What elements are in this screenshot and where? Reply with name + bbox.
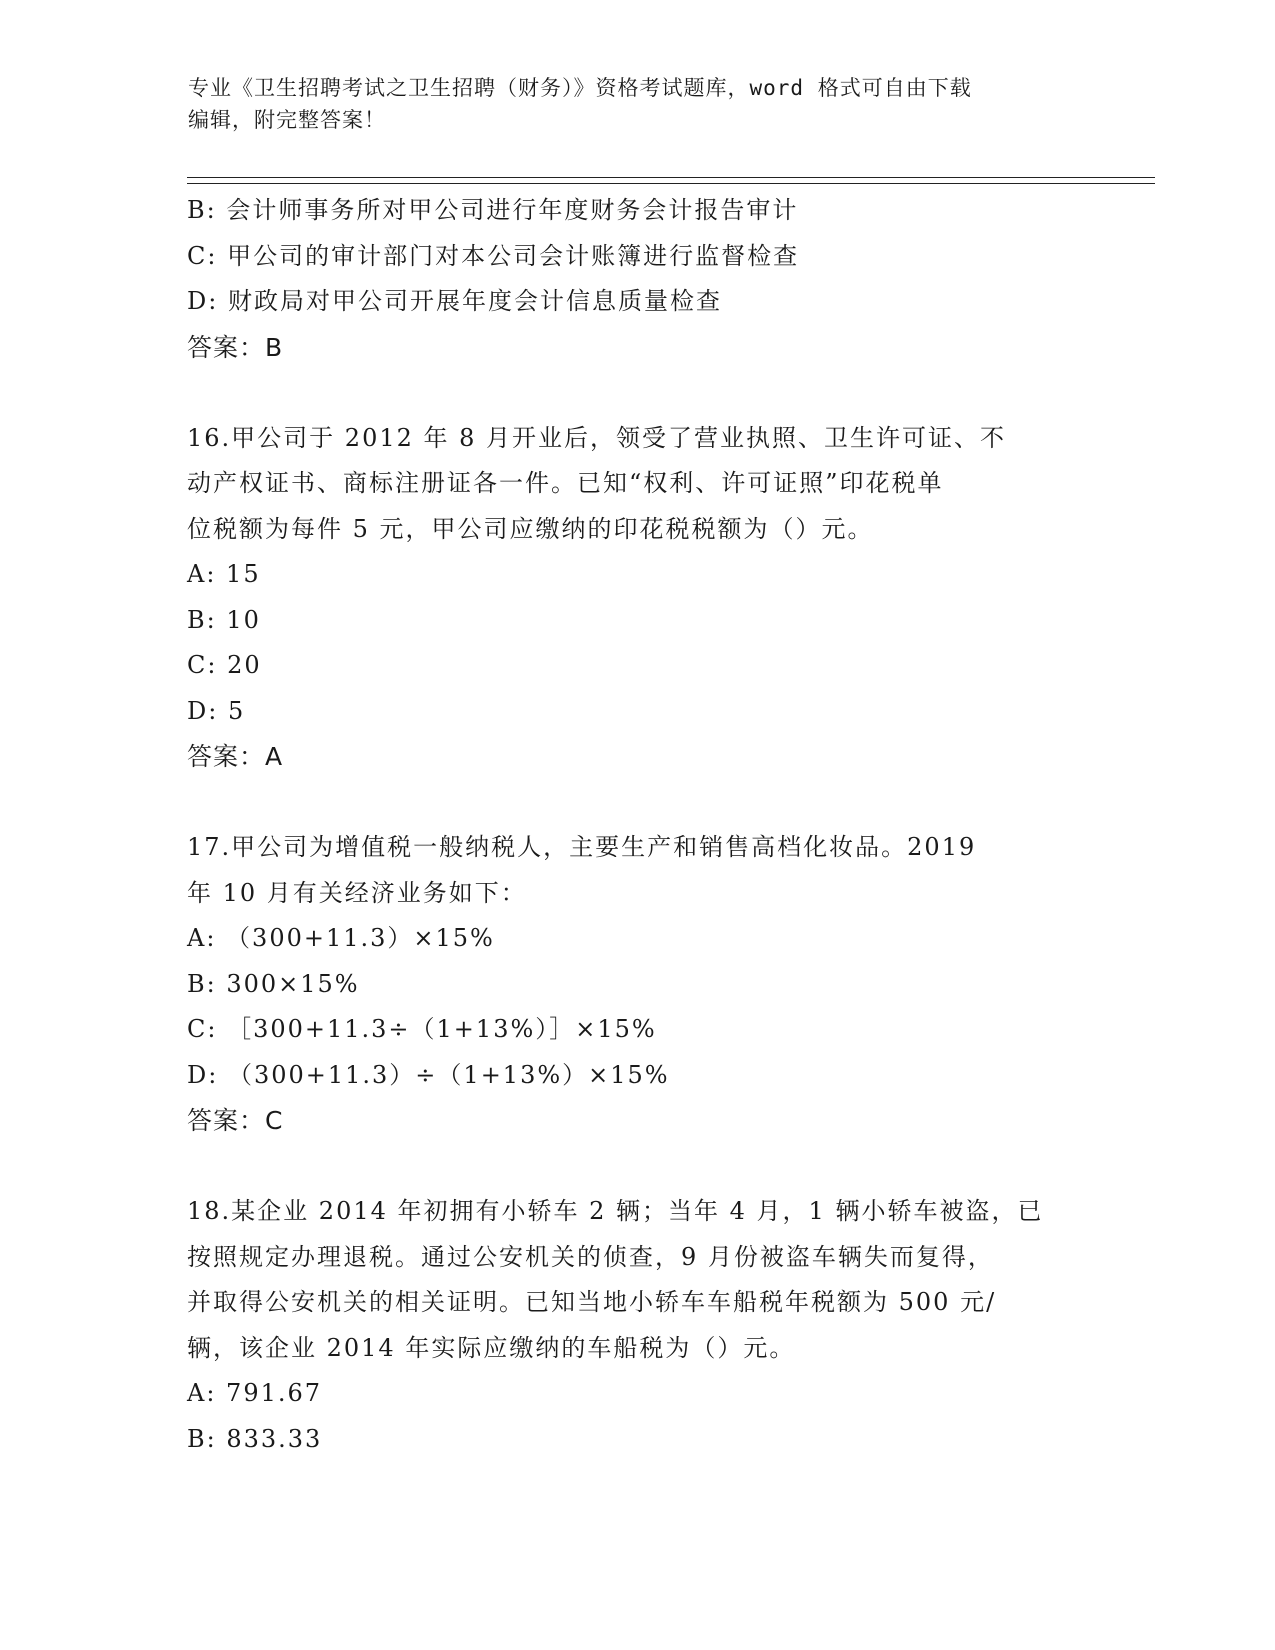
question-list — [187, 188, 1087, 1462]
header-line-2: 编辑，附完整答案！ — [188, 108, 386, 132]
question-stem-line: 动产权证书、商标注册证各一件。已知“权利、许可证照”印花税单 — [187, 469, 944, 497]
question-stem-line: 16.甲公司于 2012 年 8 月开业后，领受了营业执照、卫生许可证、不 — [187, 423, 1007, 452]
option-c: C: 20 — [187, 651, 262, 679]
header-line-1: 专业《卫生招聘考试之卫生招聘（财务）》资格考试题库，word 格式可自由下载 — [188, 76, 972, 100]
option-d: D: 5 — [187, 696, 246, 725]
spacer — [187, 1144, 1087, 1190]
option-b: B: 10 — [187, 605, 261, 634]
question-stem-line: 按照规定办理退税。通过公安机关的侦查，9 月份被盗车辆失而复得， — [187, 1242, 994, 1271]
header-divider-top — [187, 177, 1155, 178]
question-stem-line: 年 10 月有关经济业务如下： — [187, 878, 527, 907]
question-15 — [187, 188, 1087, 370]
option-c: C: ［300+11.3÷（1+13%）］×15% — [187, 1015, 657, 1043]
question-stem-line: 17.甲公司为增值税一般纳税人，主要生产和销售高档化妆品。2019 — [187, 833, 977, 861]
option-c: C: 甲公司的审计部门对本公司会计账簿进行监督检查 — [187, 241, 800, 270]
question-stem-line: 18.某企业 2014 年初拥有小轿车 2 辆；当年 4 月，1 辆小轿车被盗，已 — [187, 1197, 1044, 1225]
answer-line: 答案：B — [187, 332, 284, 362]
question-stem-line: 位税额为每件 5 元，甲公司应缴纳的印花税税额为（）元。 — [187, 514, 874, 543]
header-divider-bottom — [187, 183, 1155, 184]
option-a: A: 791.67 — [187, 1379, 323, 1407]
spacer — [187, 370, 1087, 416]
option-b: B: 300×15% — [187, 969, 360, 998]
question-stem-line: 辆，该企业 2014 年实际应缴纳的车船税为（）元。 — [187, 1333, 796, 1362]
option-a: A: 15 — [187, 560, 261, 588]
spacer — [187, 780, 1087, 826]
option-d: D: （300+11.3）÷（1+13%）×15% — [187, 1060, 670, 1089]
option-b: B: 会计师事务所对甲公司进行年度财务会计报告审计 — [187, 196, 799, 224]
document-header — [188, 72, 1088, 136]
option-d: D: 财政局对甲公司开展年度会计信息质量检查 — [187, 287, 722, 315]
answer-line: 答案：C — [187, 1106, 284, 1135]
question-18 — [187, 1189, 1087, 1462]
option-a: A: （300+11.3）×15% — [187, 924, 495, 952]
question-17 — [187, 825, 1087, 1144]
option-b: B: 833.33 — [187, 1424, 323, 1453]
answer-line: 答案：A — [187, 742, 284, 771]
question-stem-line: 并取得公安机关的相关证明。已知当地小轿车车船税年税额为 500 元/ — [187, 1288, 997, 1316]
question-16 — [187, 416, 1087, 780]
